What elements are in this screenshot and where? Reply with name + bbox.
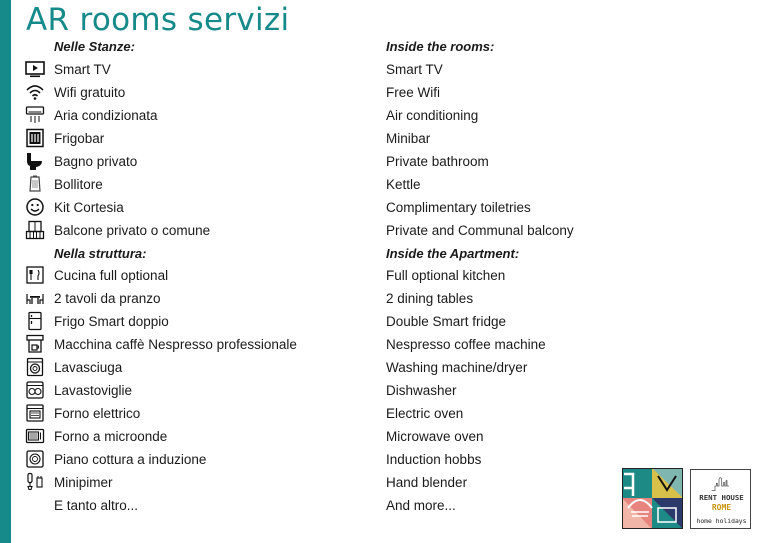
heading-label: Nelle Stanze: [54,38,135,54]
item-label: Induction hobbs [386,451,482,467]
list-item [386,174,421,194]
item-label: Dishwasher [386,382,457,398]
item-label: Electric oven [386,405,464,421]
rent-house-rome-logo [690,469,751,529]
list-item [24,151,137,171]
list-item [24,334,297,354]
oven-icon [24,403,46,423]
list-item [24,197,124,217]
list-item [386,403,463,423]
wifi-icon [24,82,46,102]
list-item [386,59,443,79]
air-conditioner-icon [24,105,46,125]
heading-label: Inside the Apartment: [386,245,520,261]
logo-tagline-text: home holidays [696,517,747,525]
item-label: Microwave oven [386,428,484,444]
microwave-icon [24,426,46,446]
item-label: Air conditioning [386,107,479,123]
balcony-icon [24,220,46,240]
heading-label: Nella struttura: [54,245,147,261]
washing-machine-icon [24,357,46,377]
heading-label: Inside the rooms: [386,38,495,54]
list-item [386,265,505,285]
hand-blender-icon [24,472,46,492]
item-label: Kit Cortesia [54,199,124,215]
dining-table-icon [24,288,46,308]
list-item [386,311,506,331]
item-label: Full optional kitchen [386,267,506,283]
right-footer [386,495,456,515]
list-item [386,334,546,354]
item-label: Washing machine/dryer [386,359,528,375]
list-item [24,220,210,240]
fridge-icon [24,311,46,331]
list-item [24,288,161,308]
list-item [386,426,484,446]
left-heading-rooms [54,36,135,56]
list-item [24,403,140,423]
list-item [386,151,489,171]
item-label: Forno a microonde [54,428,168,444]
item-label: Macchina caffè Nespresso professionale [54,336,297,352]
kitchen-icon [24,265,46,285]
skyline-icon [691,472,750,492]
item-label: Smart TV [386,61,443,77]
item-label: Private and Communal balcony [386,222,574,238]
list-item [386,357,527,377]
item-label: Piano cottura a induzione [54,451,207,467]
item-label: Minipimer [54,474,113,490]
minibar-icon [24,128,46,148]
item-label: Nespresso coffee machine [386,336,546,352]
toilet-icon [24,151,46,171]
item-label: Bollitore [54,176,103,192]
list-item [24,449,206,469]
item-label: Wifi gratuito [54,84,126,100]
list-item [24,357,122,377]
left-heading-structure [54,243,146,263]
footer-label: E tanto altro... [54,497,139,513]
item-label: Smart TV [54,61,111,77]
list-item [24,128,104,148]
list-item [24,82,125,102]
item-label: Forno elettrico [54,405,141,421]
item-label: Complimentary toiletries [386,199,531,215]
kettle-icon [24,174,46,194]
list-item [386,82,440,102]
accent-side-bar [0,0,11,543]
list-item [386,288,473,308]
list-item [24,265,168,285]
arm-logo-icon [622,468,683,529]
logo-rome-text: ROME [711,503,732,512]
item-label: Free Wifi [386,84,440,100]
item-label: Lavastoviglie [54,382,133,398]
list-item [386,128,430,148]
item-label: Frigobar [54,130,105,146]
right-heading-apartment [386,243,519,263]
coffee-machine-icon [24,334,46,354]
item-label: Aria condizionata [54,107,158,123]
list-item [24,105,158,125]
list-item [386,449,481,469]
item-label: Lavasciuga [54,359,123,375]
item-label: Minibar [386,130,431,146]
list-item [386,380,457,400]
list-item [386,197,531,217]
item-label: Double Smart fridge [386,313,507,329]
item-label: 2 dining tables [386,290,474,306]
item-label: Kettle [386,176,421,192]
item-label: Private bathroom [386,153,489,169]
page-title: AR rooms servizi [26,2,290,38]
list-item [24,426,167,446]
list-item [386,472,467,492]
list-item [386,105,478,125]
induction-hob-icon [24,449,46,469]
list-item [24,174,103,194]
left-footer [54,495,138,515]
list-item [386,220,574,240]
footer-label: And more... [386,497,456,513]
right-heading-rooms [386,36,494,56]
list-item [24,311,169,331]
dishwasher-icon [24,380,46,400]
item-label: 2 tavoli da pranzo [54,290,161,306]
tv-icon [24,59,46,79]
list-item [24,380,132,400]
logo-rent-house-text: RENT HOUSE [699,493,744,502]
item-label: Hand blender [386,474,468,490]
smiley-icon [24,197,46,217]
item-label: Frigo Smart doppio [54,313,169,329]
list-item [24,472,113,492]
item-label: Balcone privato o comune [54,222,211,238]
item-label: Bagno privato [54,153,138,169]
item-label: Cucina full optional [54,267,169,283]
list-item [24,59,111,79]
